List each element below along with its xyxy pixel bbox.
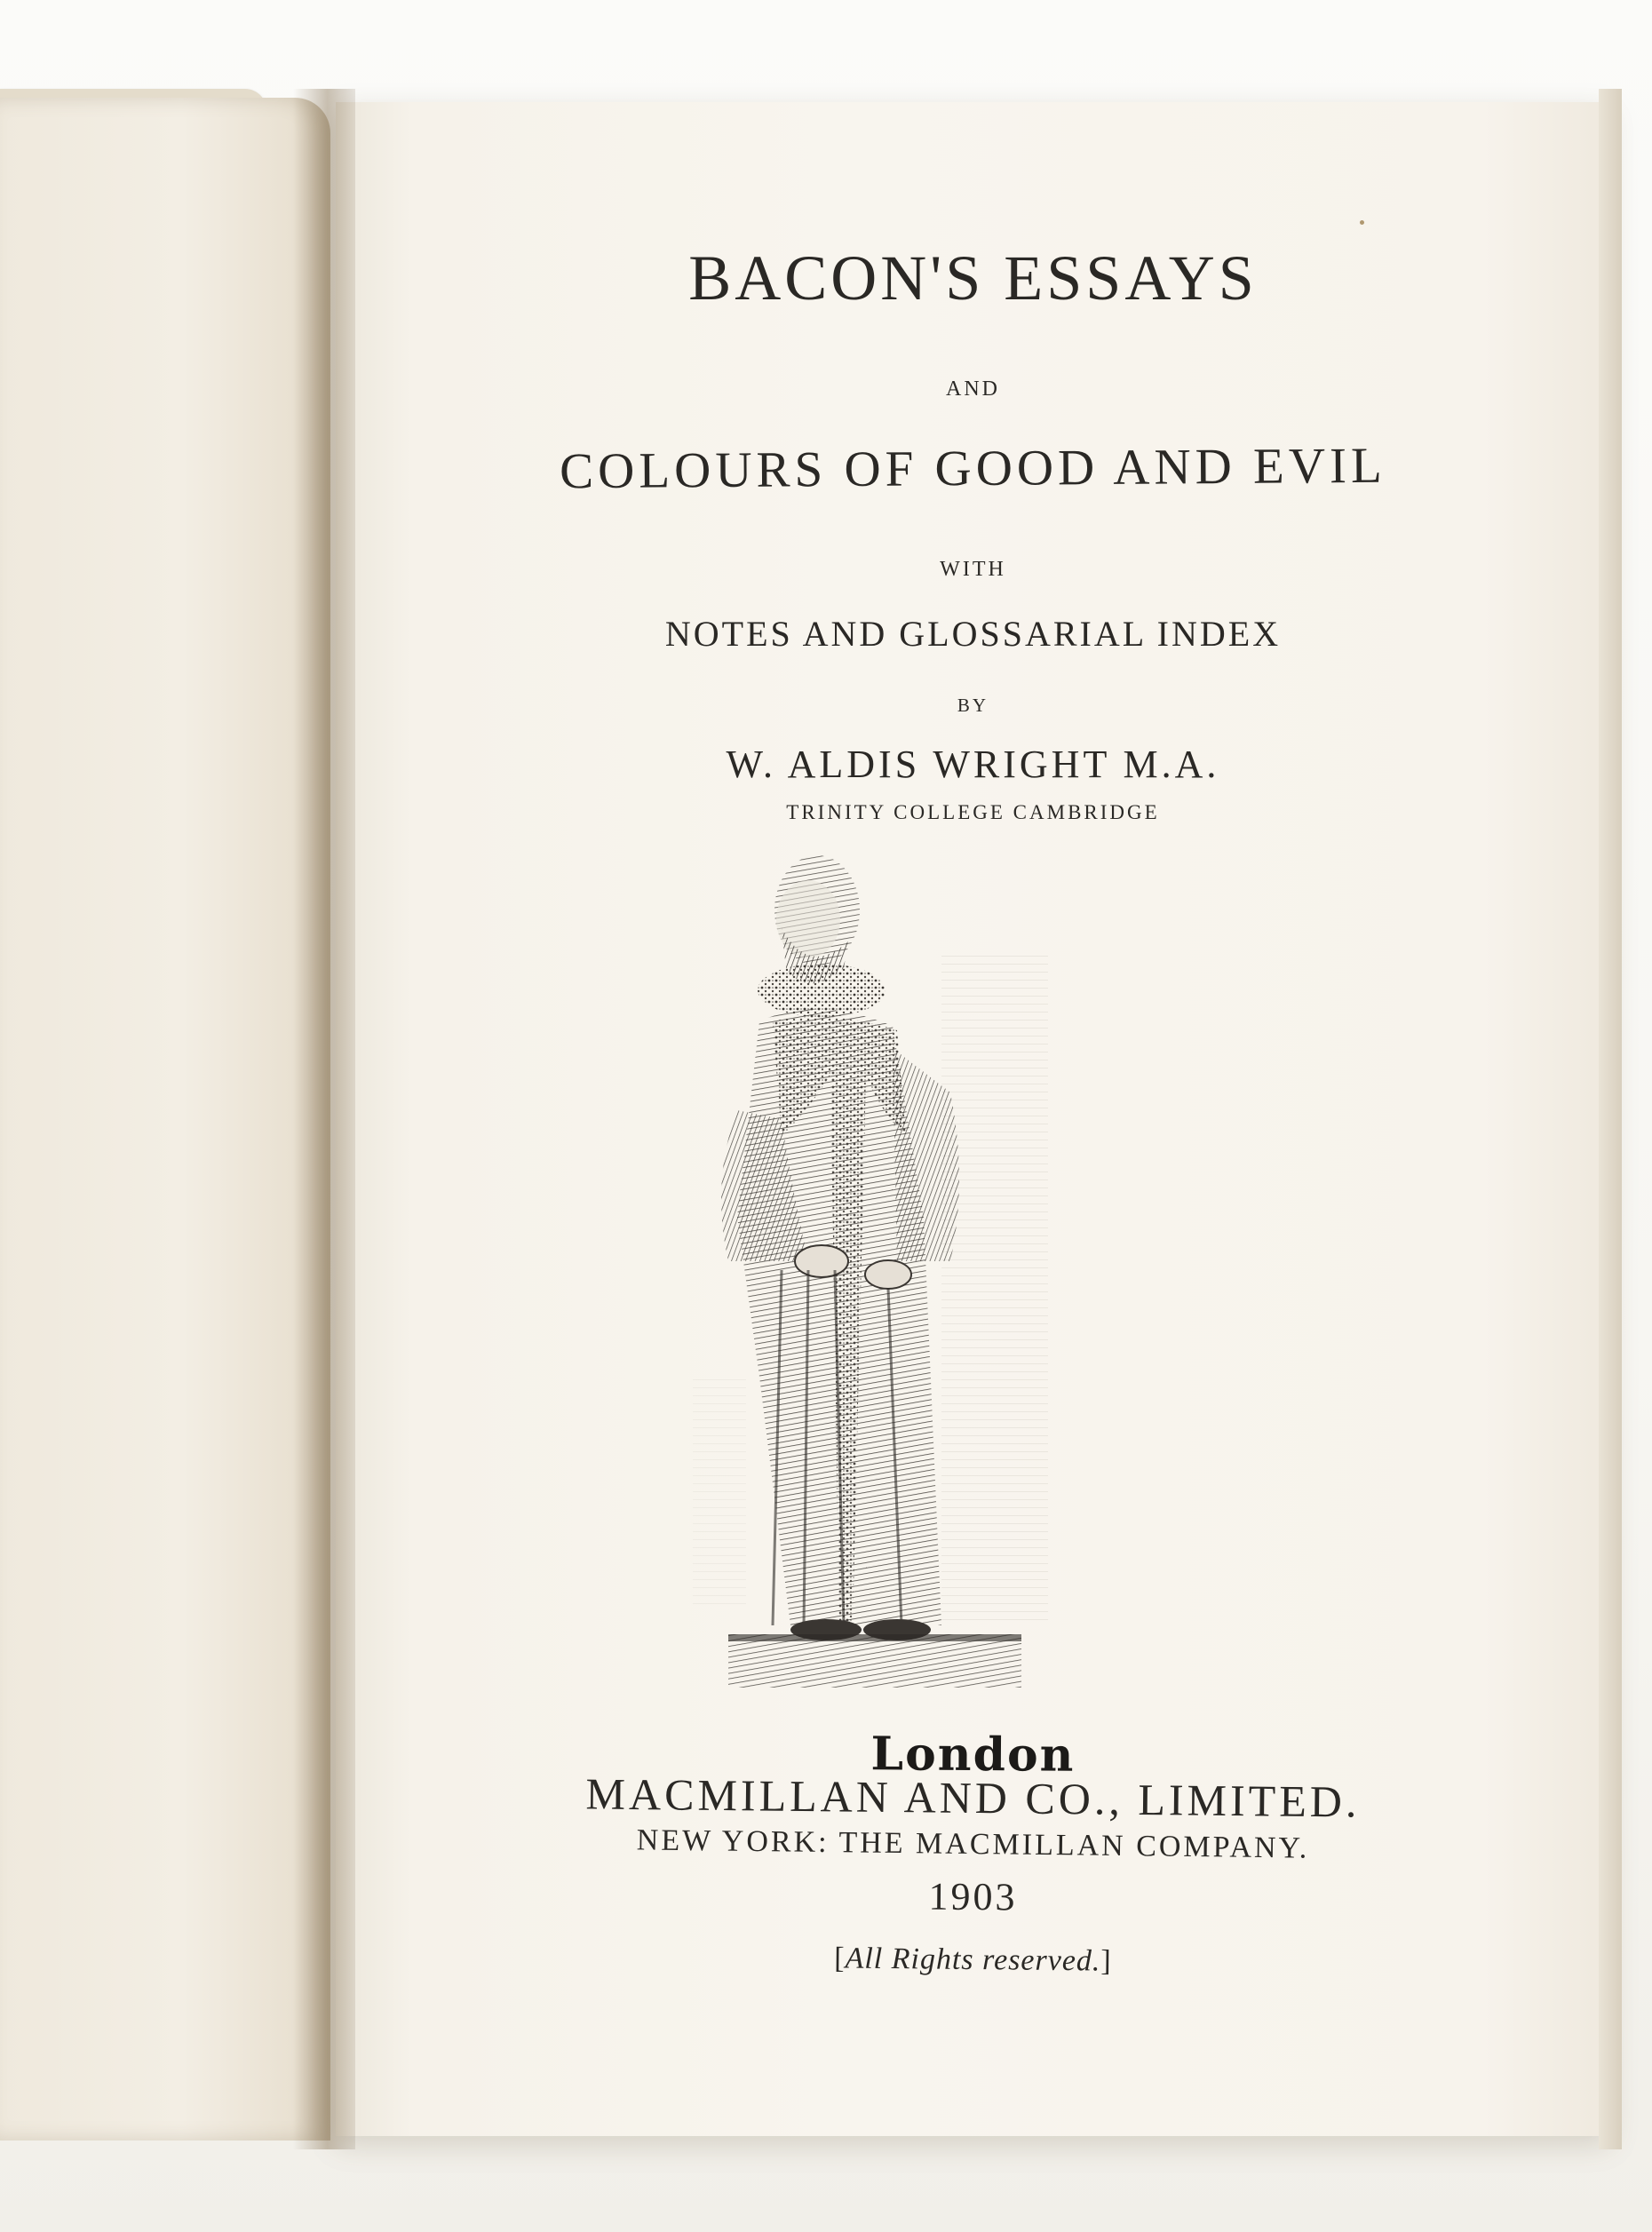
book-title: BACON'S ESSAYS [688,242,1258,314]
author-name: W. ALDIS WRIGHT M.A. [726,743,1220,786]
imprint-city: London [870,1727,1076,1783]
rights-bracket-open: [ [834,1942,846,1975]
book-subtitle: COLOURS OF GOOD AND EVIL [559,437,1387,500]
statue-engraving [675,844,1066,1732]
publication-year: 1903 [928,1874,1018,1919]
rights-bracket-close: ] [1100,1944,1112,1978]
conjunction-by: BY [957,695,989,716]
paper-speck [1360,220,1364,225]
author-affiliation: TRINITY COLLEGE CAMBRIDGE [786,801,1160,823]
publisher-name: MACMILLAN AND CO., LIMITED. [585,1768,1361,1827]
conjunction-and: AND [946,377,1000,401]
co-publisher: NEW YORK: THE MACMILLAN COMPANY. [636,1823,1310,1865]
left-page [0,98,330,2141]
notes-line: NOTES AND GLOSSARIAL INDEX [664,614,1282,654]
rights-text: All Rights reserved. [845,1942,1101,1978]
conjunction-with: WITH [940,558,1006,581]
